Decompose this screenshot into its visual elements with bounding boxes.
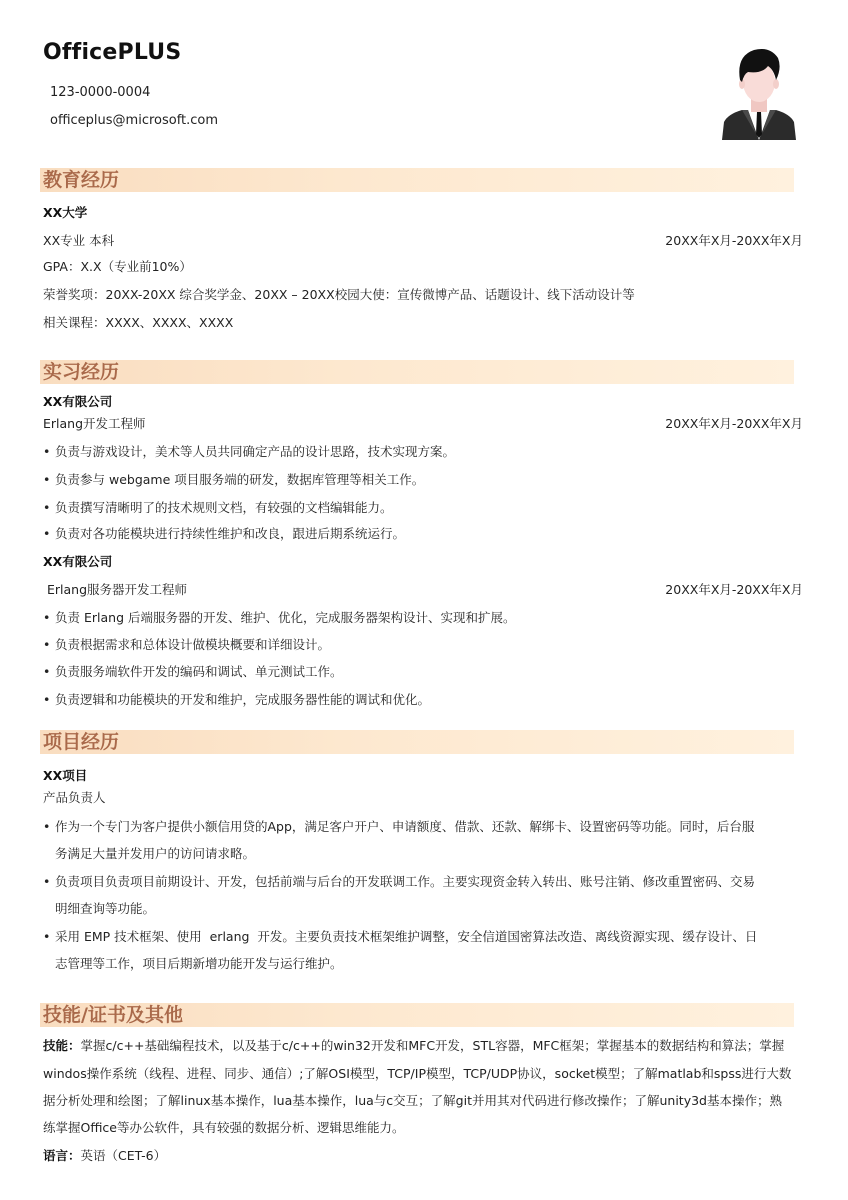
skills-line: 练掌握Office等办公软件，具有较强的数据分析、逻辑思维能力。 bbox=[43, 1120, 405, 1135]
job-bullet: • 负责与游戏设计，美术等人员共同确定产品的设计思路，技术实现方案。 bbox=[43, 443, 455, 461]
project-bullet: • 采用 EMP 技术框架、使用 erlang 开发。主要负责技术框架维护调整，安全信道国密算法改造、离线资源实现、缓存设计、日 bbox=[43, 928, 757, 946]
candidate-name: OfficePLUS bbox=[43, 40, 182, 65]
project-bullet-continuation: 明细查询等功能。 bbox=[55, 901, 156, 916]
job-bullet: • 负责 Erlang 后端服务器的开发、维护、优化，完成服务器架构设计、实现和扩展。 bbox=[43, 609, 515, 627]
phone-number: 123-0000-0004 bbox=[50, 85, 151, 100]
job-bullet: • 负责逻辑和功能模块的开发和维护，完成服务器性能的调试和优化。 bbox=[43, 691, 430, 709]
skills-line: windos操作系统（线程、进程、同步、通信）;了解OSI模型，TCP/IP模型，TCP/UDP协议，socket模型；了解matlab和spss进行大数 bbox=[43, 1066, 792, 1081]
skills-line bbox=[43, 1037, 784, 1055]
job-dates: 20XX年X月-20XX年X月 bbox=[665, 416, 803, 431]
company-name: XX有限公司 bbox=[43, 554, 113, 569]
language-line bbox=[43, 1147, 166, 1165]
job-bullet: • 负责根据需求和总体设计做模块概要和详细设计。 bbox=[43, 636, 330, 654]
education-dates: 20XX年X月-20XX年X月 bbox=[665, 233, 803, 248]
major-degree: XX专业 本科 bbox=[43, 233, 115, 248]
gpa: GPA：X.X（专业前10%） bbox=[43, 259, 192, 274]
language-label: 语言： bbox=[43, 1148, 81, 1163]
courses: 相关课程：XXXX、XXXX、XXXX bbox=[43, 315, 234, 330]
job-role: Erlang开发工程师 bbox=[43, 416, 146, 431]
project-bullet-continuation: 志管理等工作，项目后期新增功能开发与运行维护。 bbox=[55, 956, 343, 971]
school-name: XX大学 bbox=[43, 205, 88, 220]
job-bullet: • 负责服务端软件开发的编码和调试、单元测试工作。 bbox=[43, 663, 343, 681]
project-bullet: • 负责项目负责项目前期设计、开发，包括前端与后台的开发联调工作。主要实现资金转入转出、账号注销、修改重置密码、交易 bbox=[43, 873, 755, 891]
avatar-photo bbox=[718, 40, 800, 140]
projects-section-title: 项目经历 bbox=[43, 731, 120, 753]
skills-text: 掌握c/c++基础编程技术，以及基于c/c++的win32开发和MFC开发，STL容器，MFC框架；掌握基本的数据结构和算法；掌握 bbox=[80, 1038, 785, 1053]
education-section-bar bbox=[40, 168, 794, 192]
job-bullet: • 负责对各功能模块进行持续性维护和改良，跟进后期系统运行。 bbox=[43, 525, 405, 543]
project-role: 产品负责人 bbox=[43, 790, 106, 805]
job-bullet: • 负责参与 webgame 项目服务端的研发，数据库管理等相关工作。 bbox=[43, 471, 424, 489]
skills-label: 技能： bbox=[43, 1038, 81, 1053]
internship-section-bar bbox=[40, 360, 794, 384]
project-bullet-continuation: 务满足大量并发用户的访问请求略。 bbox=[55, 846, 256, 861]
project-name: XX项目 bbox=[43, 768, 88, 783]
internship-section-title: 实习经历 bbox=[43, 361, 120, 383]
job-dates: 20XX年X月-20XX年X月 bbox=[665, 582, 803, 597]
honors: 荣誉奖项：20XX-20XX 综合奖学金、20XX – 20XX校园大使：宣传微博产品、话题设计、线下活动设计等 bbox=[43, 287, 635, 302]
job-bullet: • 负责撰写清晰明了的技术规则文档，有较强的文档编辑能力。 bbox=[43, 499, 393, 517]
company-name: XX有限公司 bbox=[43, 394, 113, 409]
skills-line: 据分析处理和绘图；了解linux基本操作，lua基本操作，lua与c交互；了解git并用其对代码进行修改操作；了解unity3d基本操作；熟 bbox=[43, 1093, 782, 1108]
email-address: officeplus@microsoft.com bbox=[50, 113, 219, 128]
language-value: 英语（CET-6） bbox=[80, 1148, 167, 1163]
education-section-title: 教育经历 bbox=[43, 169, 120, 191]
skills-section-title: 技能/证书及其他 bbox=[43, 1004, 183, 1026]
projects-section-bar bbox=[40, 730, 794, 754]
job-role: Erlang服务器开发工程师 bbox=[43, 582, 188, 597]
project-bullet: • 作为一个专门为客户提供小额信用贷的App，满足客户开户、申请额度、借款、还款、解绑卡、设置密码等功能。同时，后台服 bbox=[43, 818, 754, 836]
